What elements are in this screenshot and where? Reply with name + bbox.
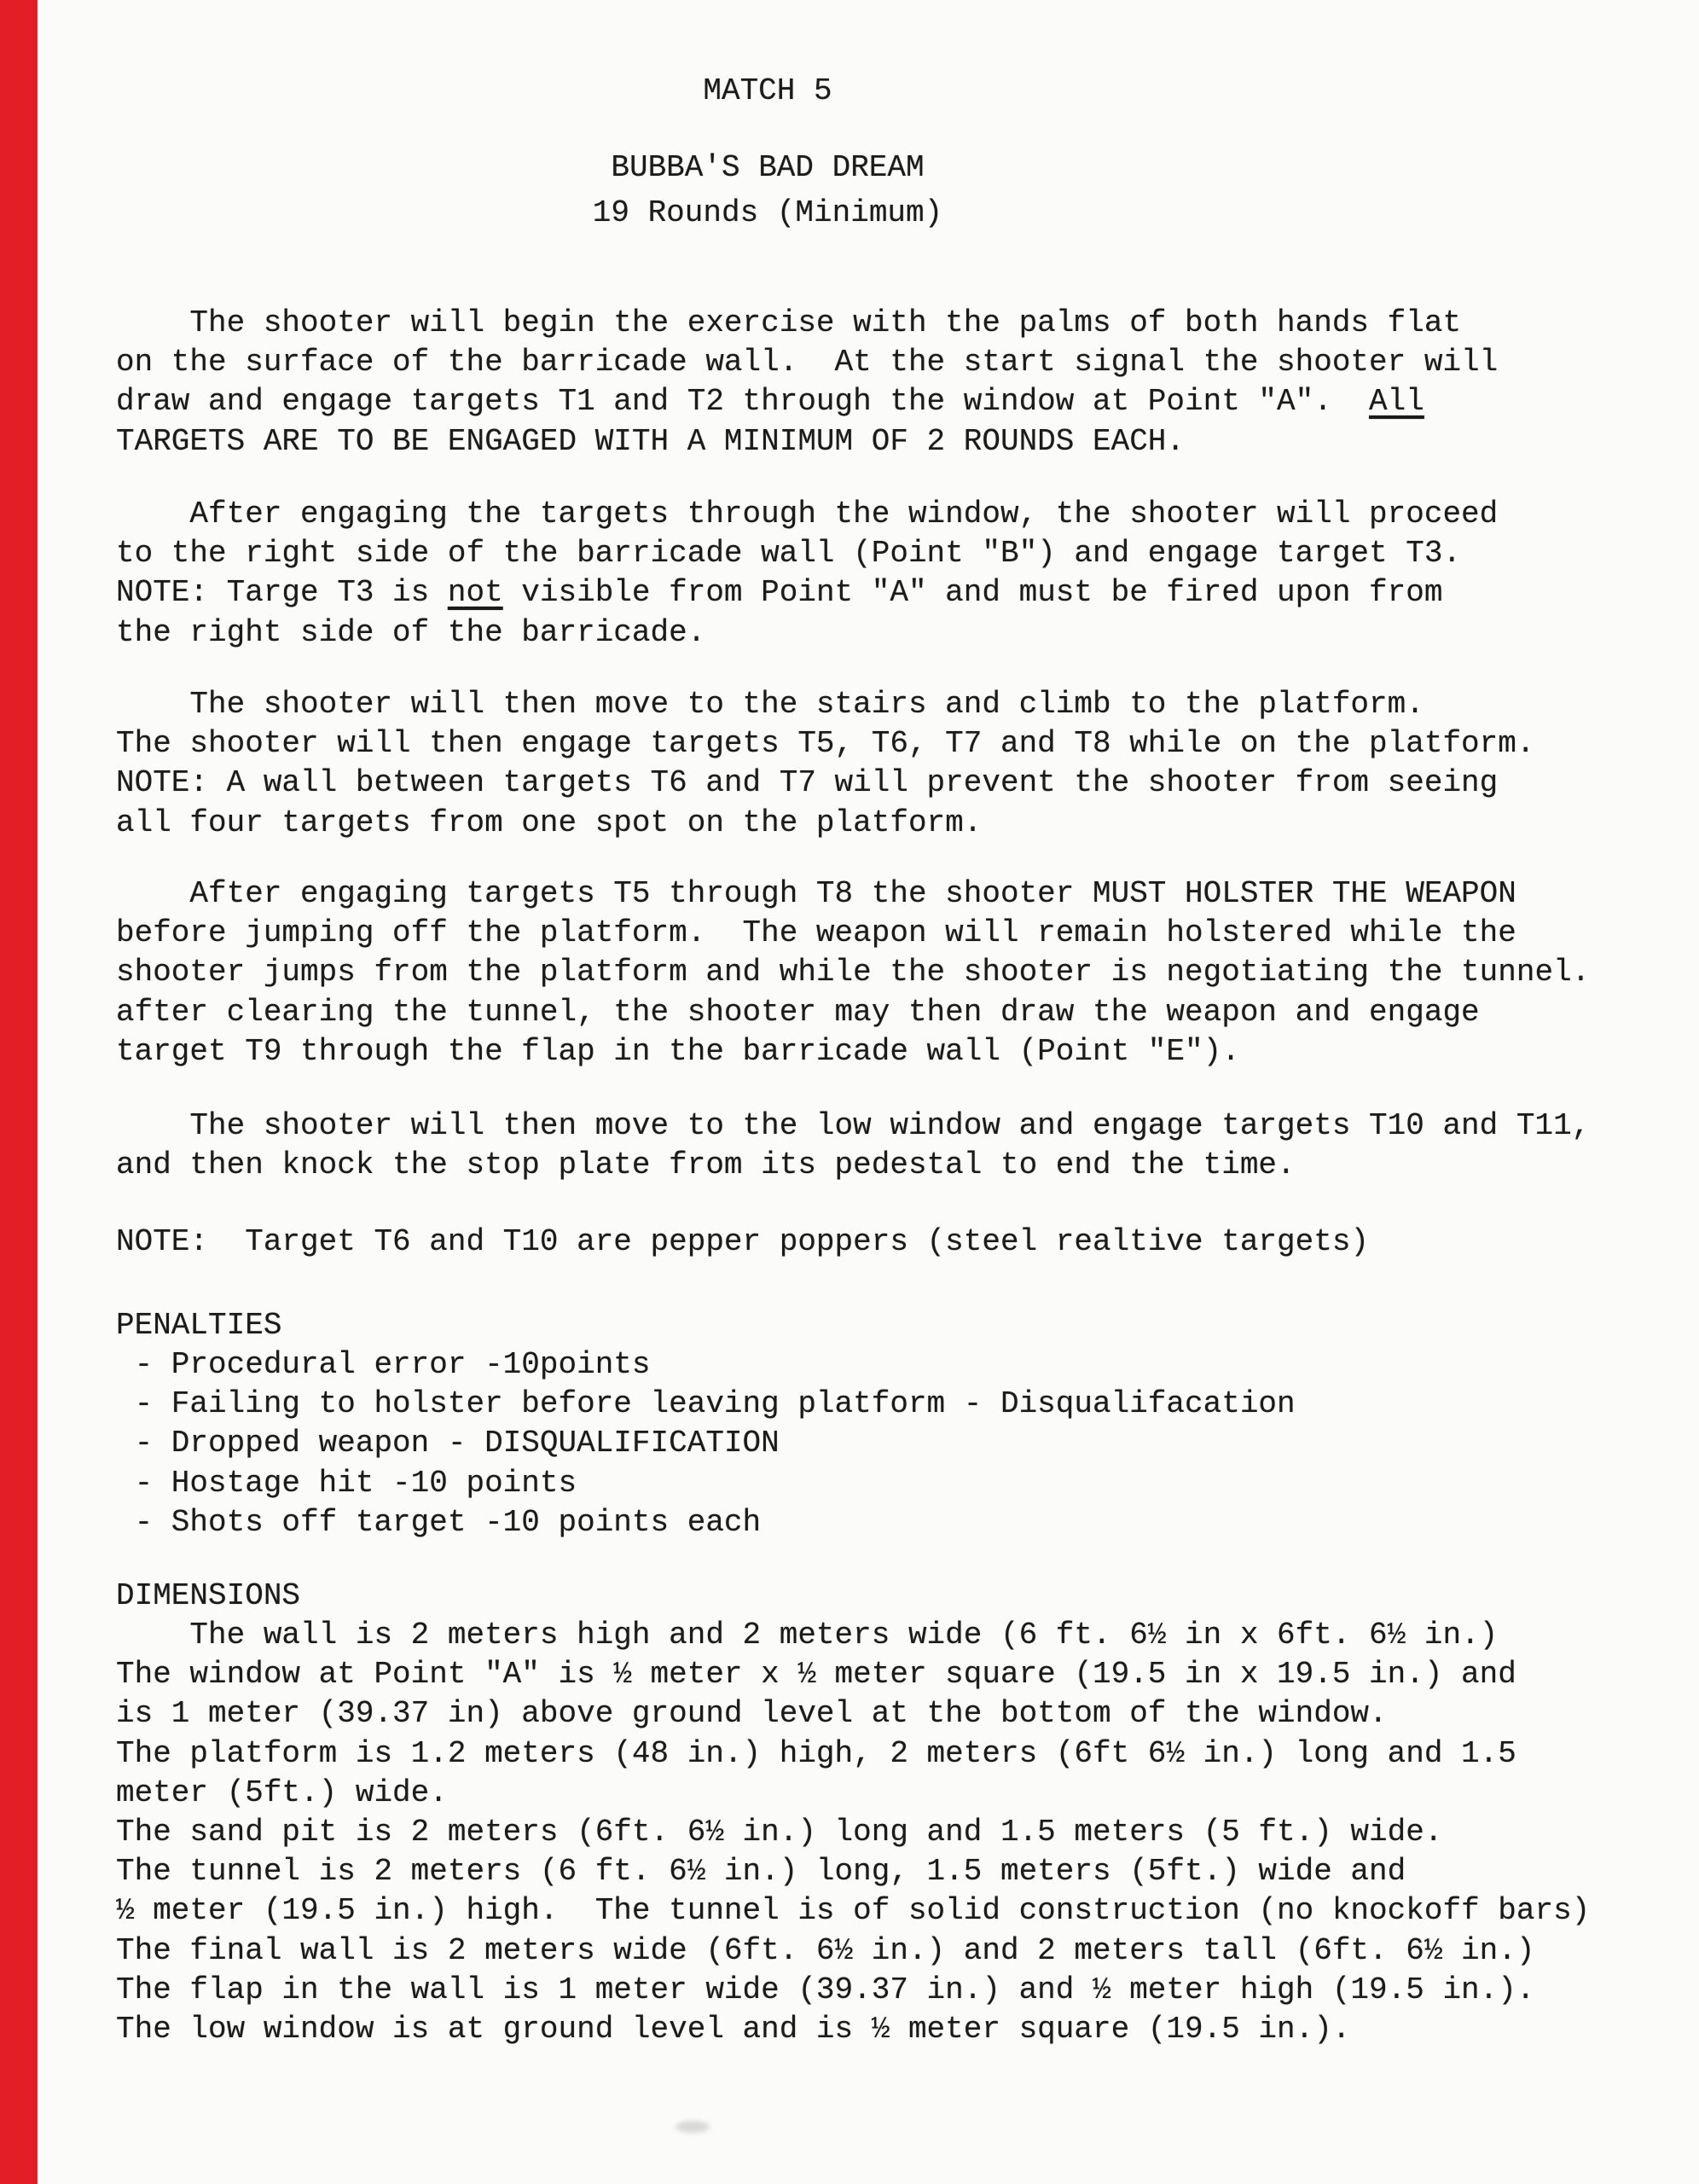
match-title: MATCH 5	[703, 73, 832, 108]
scan-smudge-artifact	[676, 2121, 710, 2133]
paragraph-2	[116, 495, 1498, 653]
dimensions-header	[116, 1577, 300, 1616]
text-line: NOTE: A wall between targets T6 and T7 will prevent the shooter from seeing	[116, 765, 1499, 801]
underlined-word: not	[447, 575, 503, 611]
text-line: shooter jumps from the platform and while the shooter is negotiating the tunnel.	[116, 955, 1591, 990]
note-line	[116, 1223, 1369, 1262]
text-line: The final wall is 2 meters wide (6ft. 6½ in.) and 2 meters tall (6ft. 6½ in.)	[116, 1932, 1535, 1968]
text-line: NOTE: Target T6 and T10 are pepper poppers (steel realtive targets)	[116, 1224, 1370, 1259]
paragraph-1	[116, 304, 1498, 462]
underlined-word: All	[1369, 384, 1424, 420]
text-line: The flap in the wall is 1 meter wide (39.37 in.) and ½ meter high (19.5 in.).	[116, 1972, 1535, 2007]
text-line: - Shots off target -10 points each	[116, 1504, 762, 1540]
stage-title: BUBBA'S BAD DREAM	[611, 150, 925, 185]
rounds-subtitle: 19 Rounds (Minimum)	[592, 195, 943, 230]
text-line: The low window is at ground level and is ½ meter square (19.5 in.).	[116, 2012, 1351, 2048]
text-line: and then knock the stop plate from its pedestal to end the time.	[116, 1147, 1296, 1183]
text-line: - Failing to holster before leaving platform - Disqualifacation	[116, 1386, 1296, 1422]
penalties-list	[116, 1345, 1296, 1542]
text-line: After engaging targets T5 through T8 the shooter MUST HOLSTER THE WEAPON	[116, 876, 1516, 911]
text-segment: visible from Point "A" and must be fired upon from	[502, 575, 1443, 611]
text-line: after clearing the tunnel, the shooter may then draw the weapon and engage	[116, 994, 1480, 1030]
text-line: The shooter will then engage targets T5, T6, T7 and T8 while on the platform.	[116, 726, 1535, 762]
text-line: - Procedural error -10points	[116, 1347, 651, 1382]
text-line: ½ meter (19.5 in.) high. The tunnel is of solid construction (no knockoff bars)	[116, 1893, 1591, 1929]
text-segment: NOTE: Targe T3 is	[116, 575, 448, 611]
text-line: all four targets from one spot on the platform.	[116, 804, 983, 840]
text-line: The shooter will begin the exercise with the palms of both hands flat	[116, 305, 1462, 340]
text-line: PENALTIES	[116, 1308, 282, 1343]
text-line	[116, 573, 1498, 613]
text-line: The sand pit is 2 meters (6ft. 6½ in.) long and 1.5 meters (5 ft.) wide.	[116, 1815, 1443, 1850]
text-line: DIMENSIONS	[116, 1578, 301, 1613]
text-line: on the surface of the barricade wall. At the start signal the shooter will	[116, 345, 1499, 380]
text-line: meter (5ft.) wide.	[116, 1774, 448, 1810]
text-line: is 1 meter (39.37 in) above ground level at the bottom of the window.	[116, 1696, 1388, 1732]
text-line: The shooter will then move to the low window and engage targets T10 and T11,	[116, 1108, 1591, 1143]
text-line: The shooter will then move to the stairs and climb to the platform.	[116, 687, 1424, 722]
text-line: to the right side of the barricade wall (Point "B") and engage target T3.	[116, 536, 1462, 572]
text-segment: draw and engage targets T1 and T2 through the window at Point "A".	[116, 384, 1370, 420]
text-line: The window at Point "A" is ½ meter x ½ meter square (19.5 in x 19.5 in.) and	[116, 1657, 1516, 1693]
paragraph-5	[116, 1107, 1590, 1185]
text-line: TARGETS ARE TO BE ENGAGED WITH A MINIMUM OF 2 ROUNDS EACH.	[116, 423, 1186, 459]
paragraph-4	[116, 874, 1590, 1072]
text-line: - Hostage hit -10 points	[116, 1465, 577, 1501]
text-line: the right side of the barricade.	[116, 614, 706, 650]
paragraph-3	[116, 685, 1534, 843]
text-line: The tunnel is 2 meters (6 ft. 6½ in.) long, 1.5 meters (5ft.) wide and	[116, 1854, 1406, 1890]
text-line: before jumping off the platform. The weapon will remain holstered while the	[116, 915, 1516, 951]
penalties-header	[116, 1306, 281, 1345]
text-line	[116, 382, 1498, 421]
text-line: The platform is 1.2 meters (48 in.) high, 2 meters (6ft 6½ in.) long and 1.5	[116, 1735, 1516, 1771]
dimensions-body	[116, 1616, 1590, 2049]
text-line: After engaging the targets through the window, the shooter will proceed	[116, 497, 1499, 531]
text-line: target T9 through the flap in the barricade wall (Point "E").	[116, 1033, 1240, 1069]
text-line: - Dropped weapon - DISQUALIFICATION	[116, 1426, 780, 1461]
text-line: The wall is 2 meters high and 2 meters wide (6 ft. 6½ in x 6ft. 6½ in.)	[116, 1618, 1499, 1653]
